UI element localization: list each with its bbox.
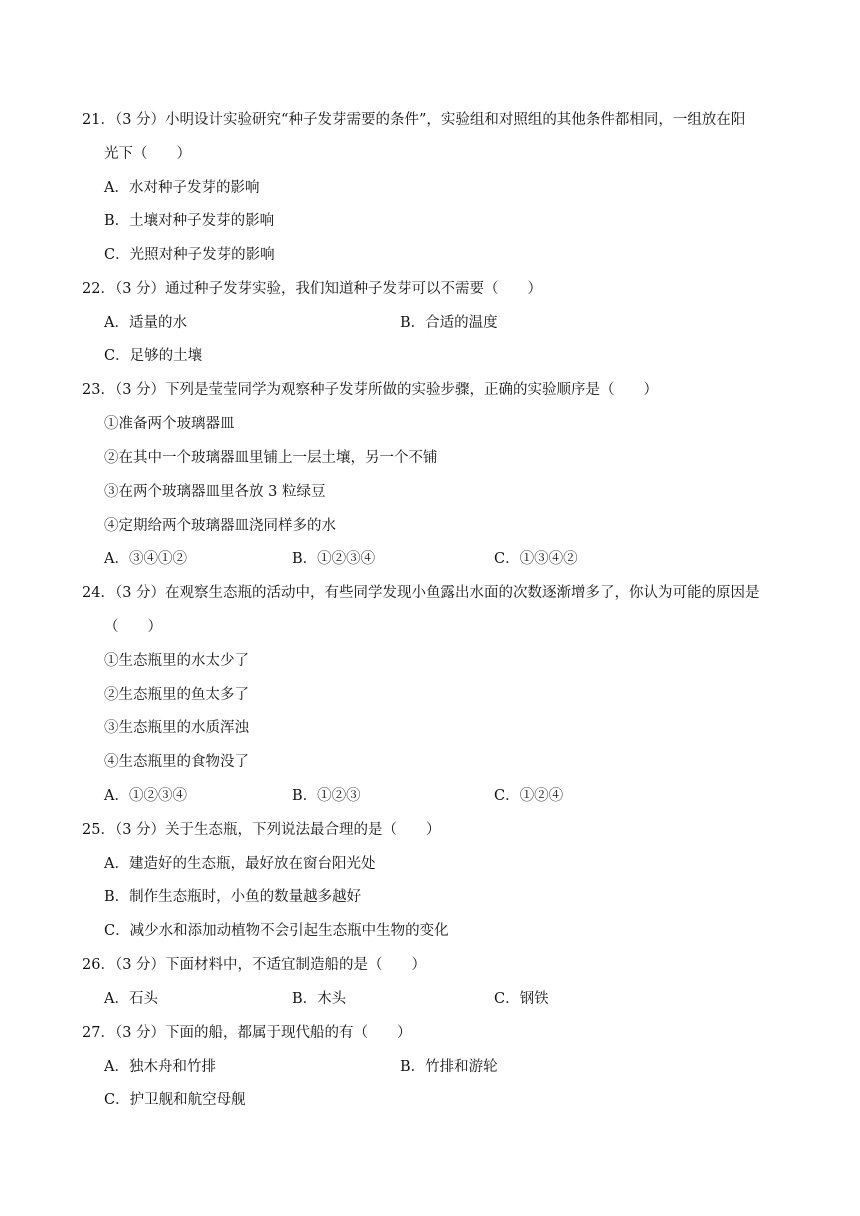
question-23-step-3: ③在两个玻璃器皿里各放 3 粒绿豆 (104, 484, 326, 500)
question-21-option-c: C．光照对种子发芽的影响 (104, 247, 275, 263)
question-25-option-c: C．减少水和添加动植物不会引起生态瓶中生物的变化 (104, 923, 449, 939)
question-26-option-a: A．石头 (104, 991, 158, 1007)
question-23-step-1: ①准备两个玻璃器皿 (104, 416, 235, 432)
question-22-stem: 22．（3 分）通过种子发芽实验，我们知道种子发芽可以不需要（ ） (82, 281, 543, 297)
question-26-option-c: C．钢铁 (494, 991, 549, 1007)
question-24-stem-continued: （ ） (104, 619, 162, 635)
question-21-stem-continued: 光下（ ） (104, 146, 191, 162)
question-27-stem: 27．（3 分）下面的船，都属于现代船的有（ ） (82, 1025, 412, 1041)
question-26-stem: 26．（3 分）下面材料中，不适宜制造船的是（ ） (82, 957, 427, 973)
question-23-option-c: C．①③④② (494, 551, 578, 567)
question-26-option-b: B．木头 (292, 991, 347, 1007)
question-23-option-a: A．③④①② (104, 551, 187, 567)
question-21-option-b: B．土壤对种子发芽的影响 (104, 213, 275, 229)
question-25-stem: 25．（3 分）关于生态瓶，下列说法最合理的是（ ） (82, 822, 441, 838)
question-25-option-a: A．建造好的生态瓶，最好放在窗台阳光处 (104, 856, 376, 872)
question-22-option-c: C．足够的土壤 (104, 348, 203, 364)
question-24-reason-4: ④生态瓶里的食物没了 (104, 754, 249, 770)
question-24-reason-2: ②生态瓶里的鱼太多了 (104, 687, 249, 703)
question-24-option-a: A．①②③④ (104, 788, 187, 804)
question-27-option-a: A．独木舟和竹排 (104, 1059, 216, 1075)
question-27-option-b: B．竹排和游轮 (400, 1059, 498, 1075)
question-24-option-b: B．①②③ (292, 788, 361, 804)
question-21-option-a: A．水对种子发芽的影响 (104, 180, 260, 196)
question-27-option-c: C．护卫舰和航空母舰 (104, 1092, 246, 1108)
question-23-step-2: ②在其中一个玻璃器皿里铺上一层土壤，另一个不铺 (104, 450, 438, 466)
question-24-option-c: C．①②④ (494, 788, 564, 804)
question-24-reason-1: ①生态瓶里的水太少了 (104, 653, 249, 669)
question-25-option-b: B．制作生态瓶时，小鱼的数量越多越好 (104, 889, 362, 905)
question-21-stem: 21．（3 分）小明设计实验研究“种子发芽需要的条件”，实验组和对照组的其他条件都相同，一组放在阳 (82, 112, 746, 128)
question-23-step-4: ④定期给两个玻璃器皿浇同样多的水 (104, 518, 336, 534)
question-22-option-a: A．适量的水 (104, 315, 187, 331)
question-24-reason-3: ③生态瓶里的水质浑浊 (104, 720, 249, 736)
question-22-option-b: B．合适的温度 (400, 315, 498, 331)
question-24-stem: 24．（3 分）在观察生态瓶的活动中，有些同学发现小鱼露出水面的次数逐渐增多了，你认为可能的原因是 (82, 585, 760, 601)
question-23-stem: 23．（3 分）下列是莹莹同学为观察种子发芽所做的实验步骤，正确的实验顺序是（ ） (82, 382, 659, 398)
question-23-option-b: B．①②③④ (292, 551, 376, 567)
